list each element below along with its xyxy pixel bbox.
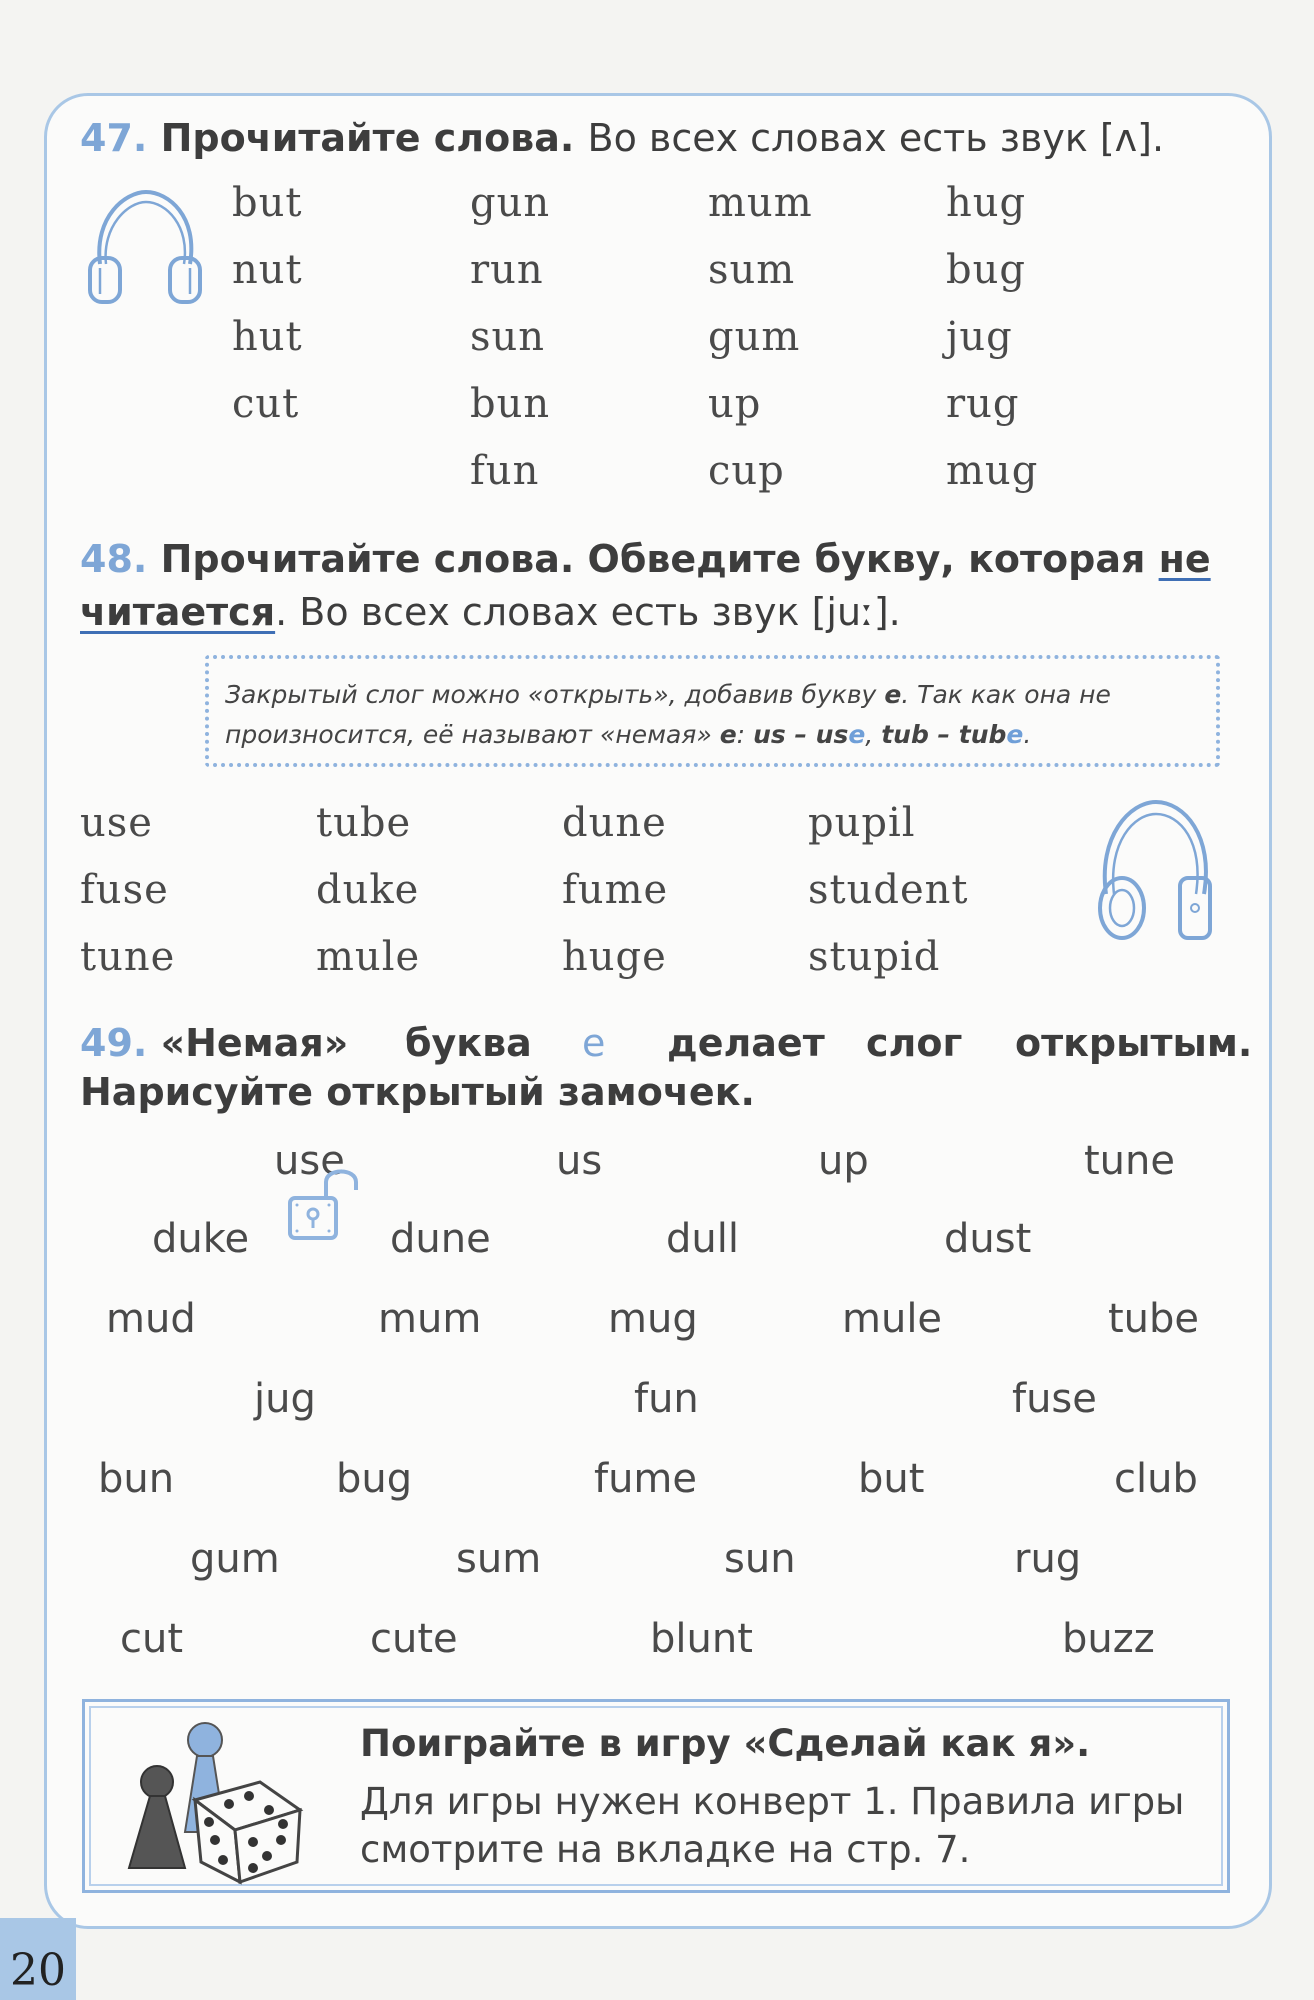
underlined-word: не (1158, 537, 1211, 581)
title-word: делает (667, 1021, 825, 1065)
word: bun (470, 381, 551, 427)
game-box (82, 1699, 1230, 1893)
note-letter: е (719, 720, 737, 749)
word: use (80, 800, 153, 846)
instruction-text: Во всех словах есть звук [ʌ]. (587, 116, 1165, 160)
word: sum (708, 247, 796, 293)
silent-e: e (848, 720, 866, 749)
word: duke (316, 867, 420, 913)
word: hug (946, 180, 1027, 226)
headphones-icon (1096, 796, 1214, 944)
word: mum (708, 180, 813, 226)
note-example: us – us (753, 720, 849, 749)
title-word: открытым. (1015, 1021, 1253, 1065)
headphones-icon (86, 186, 204, 308)
underlined-word: читается (80, 590, 276, 634)
word: fume (562, 867, 669, 913)
exercise-number: 48. (80, 537, 148, 581)
note-line-1 (225, 675, 1198, 715)
open-padlock-icon (286, 1162, 362, 1242)
instruction-bold: Прочитайте слова. (160, 116, 575, 160)
word: tune (80, 934, 176, 980)
word: gum (708, 314, 801, 360)
word: huge (562, 934, 667, 980)
word: mule (316, 934, 421, 980)
exercise-48-title-line1 (80, 537, 1211, 581)
word: mud (106, 1296, 196, 1342)
note-text: . Так как она не (901, 680, 1111, 709)
word: bug (946, 247, 1026, 293)
note-text: произносится, её называют «немая» (225, 720, 712, 749)
word: fuse (1012, 1376, 1097, 1422)
word: buzz (1062, 1616, 1155, 1662)
word: bun (98, 1456, 175, 1502)
word: bug (336, 1456, 413, 1502)
word: dull (666, 1216, 739, 1262)
note-text: : (736, 720, 746, 749)
word: dust (944, 1216, 1032, 1262)
word: mug (946, 448, 1039, 494)
word: club (1114, 1456, 1198, 1502)
title-word: буква (405, 1021, 532, 1065)
word: tune (1084, 1138, 1175, 1184)
note-text: , (865, 720, 874, 749)
word: duke (152, 1216, 250, 1262)
word: tube (316, 800, 412, 846)
word: rug (946, 381, 1020, 427)
word: tube (1108, 1296, 1200, 1342)
word: up (708, 381, 762, 427)
word: dune (562, 800, 667, 846)
word: fume (594, 1456, 698, 1502)
word: sun (724, 1536, 796, 1582)
word: up (818, 1138, 869, 1184)
exercise-47-title (80, 116, 1164, 160)
rule-note-box (205, 655, 1220, 767)
title-word: слог (866, 1021, 963, 1065)
note-line-2 (225, 715, 1198, 755)
word: use (274, 1138, 345, 1184)
word: but (232, 180, 303, 226)
word: nut (232, 247, 303, 293)
word: gun (470, 180, 551, 226)
exercise-number: 47. (80, 116, 148, 160)
game-title: Поиграйте в игру «Сделай как я». (360, 1722, 1091, 1765)
word: rug (1014, 1536, 1082, 1582)
word: gum (190, 1536, 280, 1582)
instruction-text: . Во всех словах есть звук [juː]. (275, 590, 901, 634)
word: fuse (80, 867, 169, 913)
exercise-48-title-line2 (80, 590, 901, 634)
silent-e-letter: е (582, 1021, 606, 1065)
word: cut (232, 381, 300, 427)
game-pieces-dice-icon (125, 1712, 325, 1887)
instruction-bold: Прочитайте слова. Обведите букву, которая (160, 537, 1146, 581)
silent-e: e (1006, 720, 1024, 749)
note-text: Закрытый слог можно «открыть», добавив букву (225, 680, 877, 709)
word: cute (370, 1616, 458, 1662)
note-example: tub – tub (881, 720, 1007, 749)
exercise-49-title-line2: Нарисуйте открытый замочек. (80, 1070, 755, 1114)
note-text: . (1023, 720, 1032, 749)
title-word: «Немая» (160, 1021, 349, 1065)
word: pupil (808, 800, 916, 846)
word: student (808, 867, 969, 913)
page-number: 20 (0, 1918, 76, 2000)
word: fun (634, 1376, 699, 1422)
word: mug (608, 1296, 698, 1342)
word: blunt (650, 1616, 753, 1662)
word: dune (390, 1216, 491, 1262)
note-letter: е (884, 680, 902, 709)
word: sun (470, 314, 546, 360)
word: hut (232, 314, 303, 360)
exercise-number: 49. (80, 1021, 148, 1065)
word: stupid (808, 934, 941, 980)
word: us (556, 1138, 603, 1184)
word: jug (946, 314, 1013, 360)
word: cup (708, 448, 785, 494)
word: fun (470, 448, 540, 494)
game-instructions: Для игры нужен конверт 1. Правила игры смотрите на вкладке на стр. 7. (360, 1780, 1185, 1871)
word: sum (456, 1536, 542, 1582)
word: run (470, 247, 544, 293)
word: cut (120, 1616, 184, 1662)
word: mule (842, 1296, 943, 1342)
word: but (858, 1456, 925, 1502)
word: jug (254, 1376, 316, 1422)
word: mum (378, 1296, 482, 1342)
